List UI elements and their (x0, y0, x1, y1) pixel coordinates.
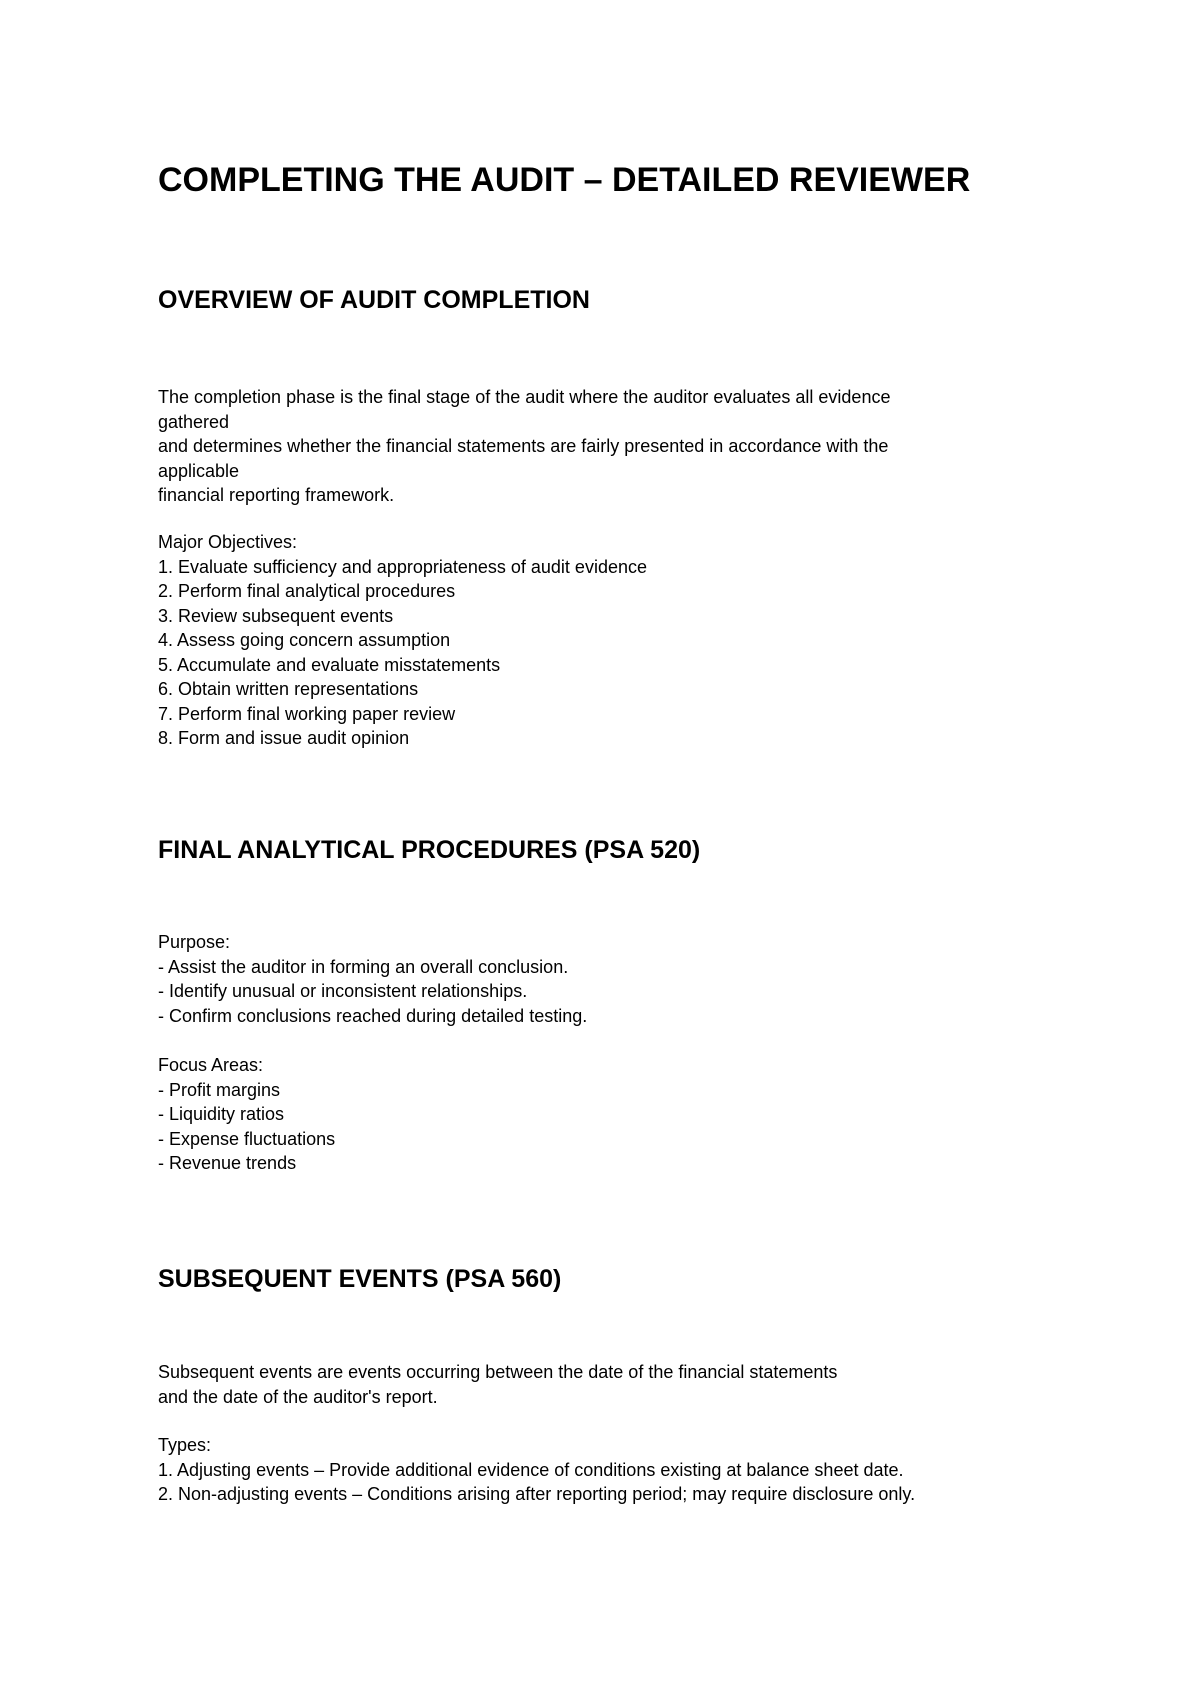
paragraph-line: and the date of the auditor's report. (158, 1386, 438, 1407)
list-item: 5. Accumulate and evaluate misstatements (158, 654, 501, 675)
list-item: - Identify unusual or inconsistent relationships. (158, 981, 528, 1001)
list-item: - Assist the auditor in forming an overall conclusion. (158, 956, 569, 977)
list-item: - Expense fluctuations (158, 1128, 336, 1149)
section-heading-overview: OVERVIEW OF AUDIT COMPLETION (158, 286, 590, 314)
subsequent-events-paragraph (158, 1360, 837, 1409)
document-title: COMPLETING THE AUDIT – DETAILED REVIEWER (158, 161, 971, 199)
list-item: - Revenue trends (158, 1153, 297, 1173)
objectives-list (158, 530, 647, 751)
list-item: 2. Non-adjusting events – Conditions arising after reporting period; may require disclosure only. (158, 1484, 916, 1504)
section-heading-final-analytical: FINAL ANALYTICAL PROCEDURES (PSA 520) (158, 836, 701, 864)
paragraph-line: and determines whether the financial statements are fairly presented in accordance with the (158, 436, 889, 456)
focus-areas-list (158, 1053, 335, 1176)
focus-label: Focus Areas: (158, 1055, 264, 1075)
paragraph-line: The completion phase is the final stage of the audit where the auditor evaluates all evidence (158, 387, 891, 407)
list-item: 6. Obtain written representations (158, 679, 419, 699)
section-heading-subsequent-events: SUBSEQUENT EVENTS (PSA 560) (158, 1265, 562, 1293)
list-item: 4. Assess going concern assumption (158, 630, 451, 650)
paragraph-line: Subsequent events are events occurring between the date of the financial statements (158, 1362, 838, 1382)
list-item: 1. Evaluate sufficiency and appropriateness of audit evidence (158, 556, 647, 577)
paragraph-line: applicable (158, 460, 240, 481)
list-item: 2. Perform final analytical procedures (158, 581, 456, 601)
list-item: - Liquidity ratios (158, 1104, 285, 1124)
list-item: 8. Form and issue audit opinion (158, 728, 410, 748)
purpose-list (158, 930, 587, 1028)
list-item: 1. Adjusting events – Provide additional evidence of conditions existing at balance sheet date. (158, 1459, 904, 1480)
list-item: - Confirm conclusions reached during detailed testing. (158, 1005, 588, 1026)
list-item: 7. Perform final working paper review (158, 703, 456, 724)
list-item: - Profit margins (158, 1079, 281, 1100)
types-list (158, 1433, 915, 1507)
types-label: Types: (158, 1435, 212, 1455)
overview-paragraph (158, 385, 890, 508)
list-item: 3. Review subsequent events (158, 605, 394, 626)
paragraph-line: financial reporting framework. (158, 485, 395, 505)
purpose-label: Purpose: (158, 932, 231, 952)
paragraph-line: gathered (158, 411, 230, 432)
objectives-label: Major Objectives: (158, 532, 298, 552)
